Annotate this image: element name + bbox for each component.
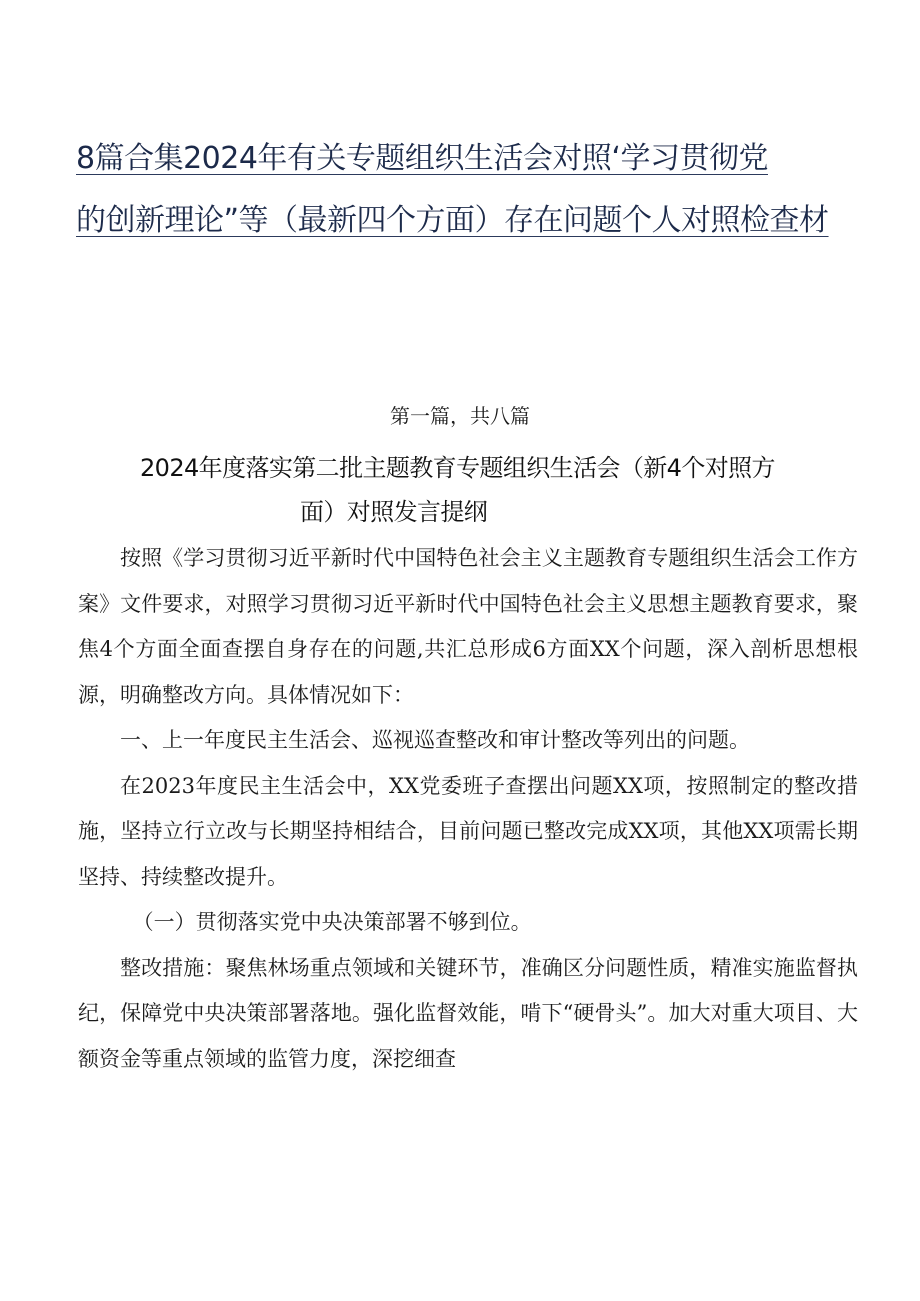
part-label: 第一篇，共八篇 (390, 404, 530, 428)
section-title-line-2: 面）对照发言提纲 (300, 498, 488, 526)
paragraph-intro: 按照《学习贯彻习近平新时代中国特色社会主义主题教育专题组织生活会工作方案》文件要求，对照学习贯彻习近平新时代中国特色社会主义思想主题教育要求，聚焦4个方面全面查摆自身存在的问题,共汇总形成6方面XX个问题，深入剖析思想根源，明确整改方向。具体情况如下： (78, 546, 858, 707)
paragraph-heading-1: 一、上一年度民主生活会、巡视巡查整改和审计整改等列出的问题。 (120, 728, 750, 752)
paragraph-subheading-1: （一）贯彻落实党中央决策部署不够到位。 (132, 910, 532, 934)
document-title (76, 128, 856, 252)
section-title-line-1: 2024年度落实第二批主题教育专题组织生活会（新4个对照方 (140, 454, 775, 482)
document-title-line-2: 的创新理论”等（最新四个方面）存在问题个人对照检查材 (76, 203, 829, 238)
section-title (140, 446, 860, 534)
paragraph-summary: 在2023年度民主生活会中，XX党委班子查摆出问题XX项，按照制定的整改措施，坚持立行立改与长期坚持相结合，目前问题已整改完成XX项，其他XX项需长期坚持、持续整改提升。 (78, 773, 858, 889)
document-body (78, 536, 858, 1082)
paragraph-measures: 整改措施：聚焦林场重点领域和关键环节，准确区分问题性质，精准实施监督执纪，保障党中央决策部署落地。强化监督效能，啃下“硬骨头”。加大对重大项目、大额资金等重点领域的监管力度，深挖细查 (78, 955, 858, 1071)
document-title-line-1: 8篇合集2024年有关专题组织生活会对照‘学习贯彻党 (76, 141, 768, 176)
